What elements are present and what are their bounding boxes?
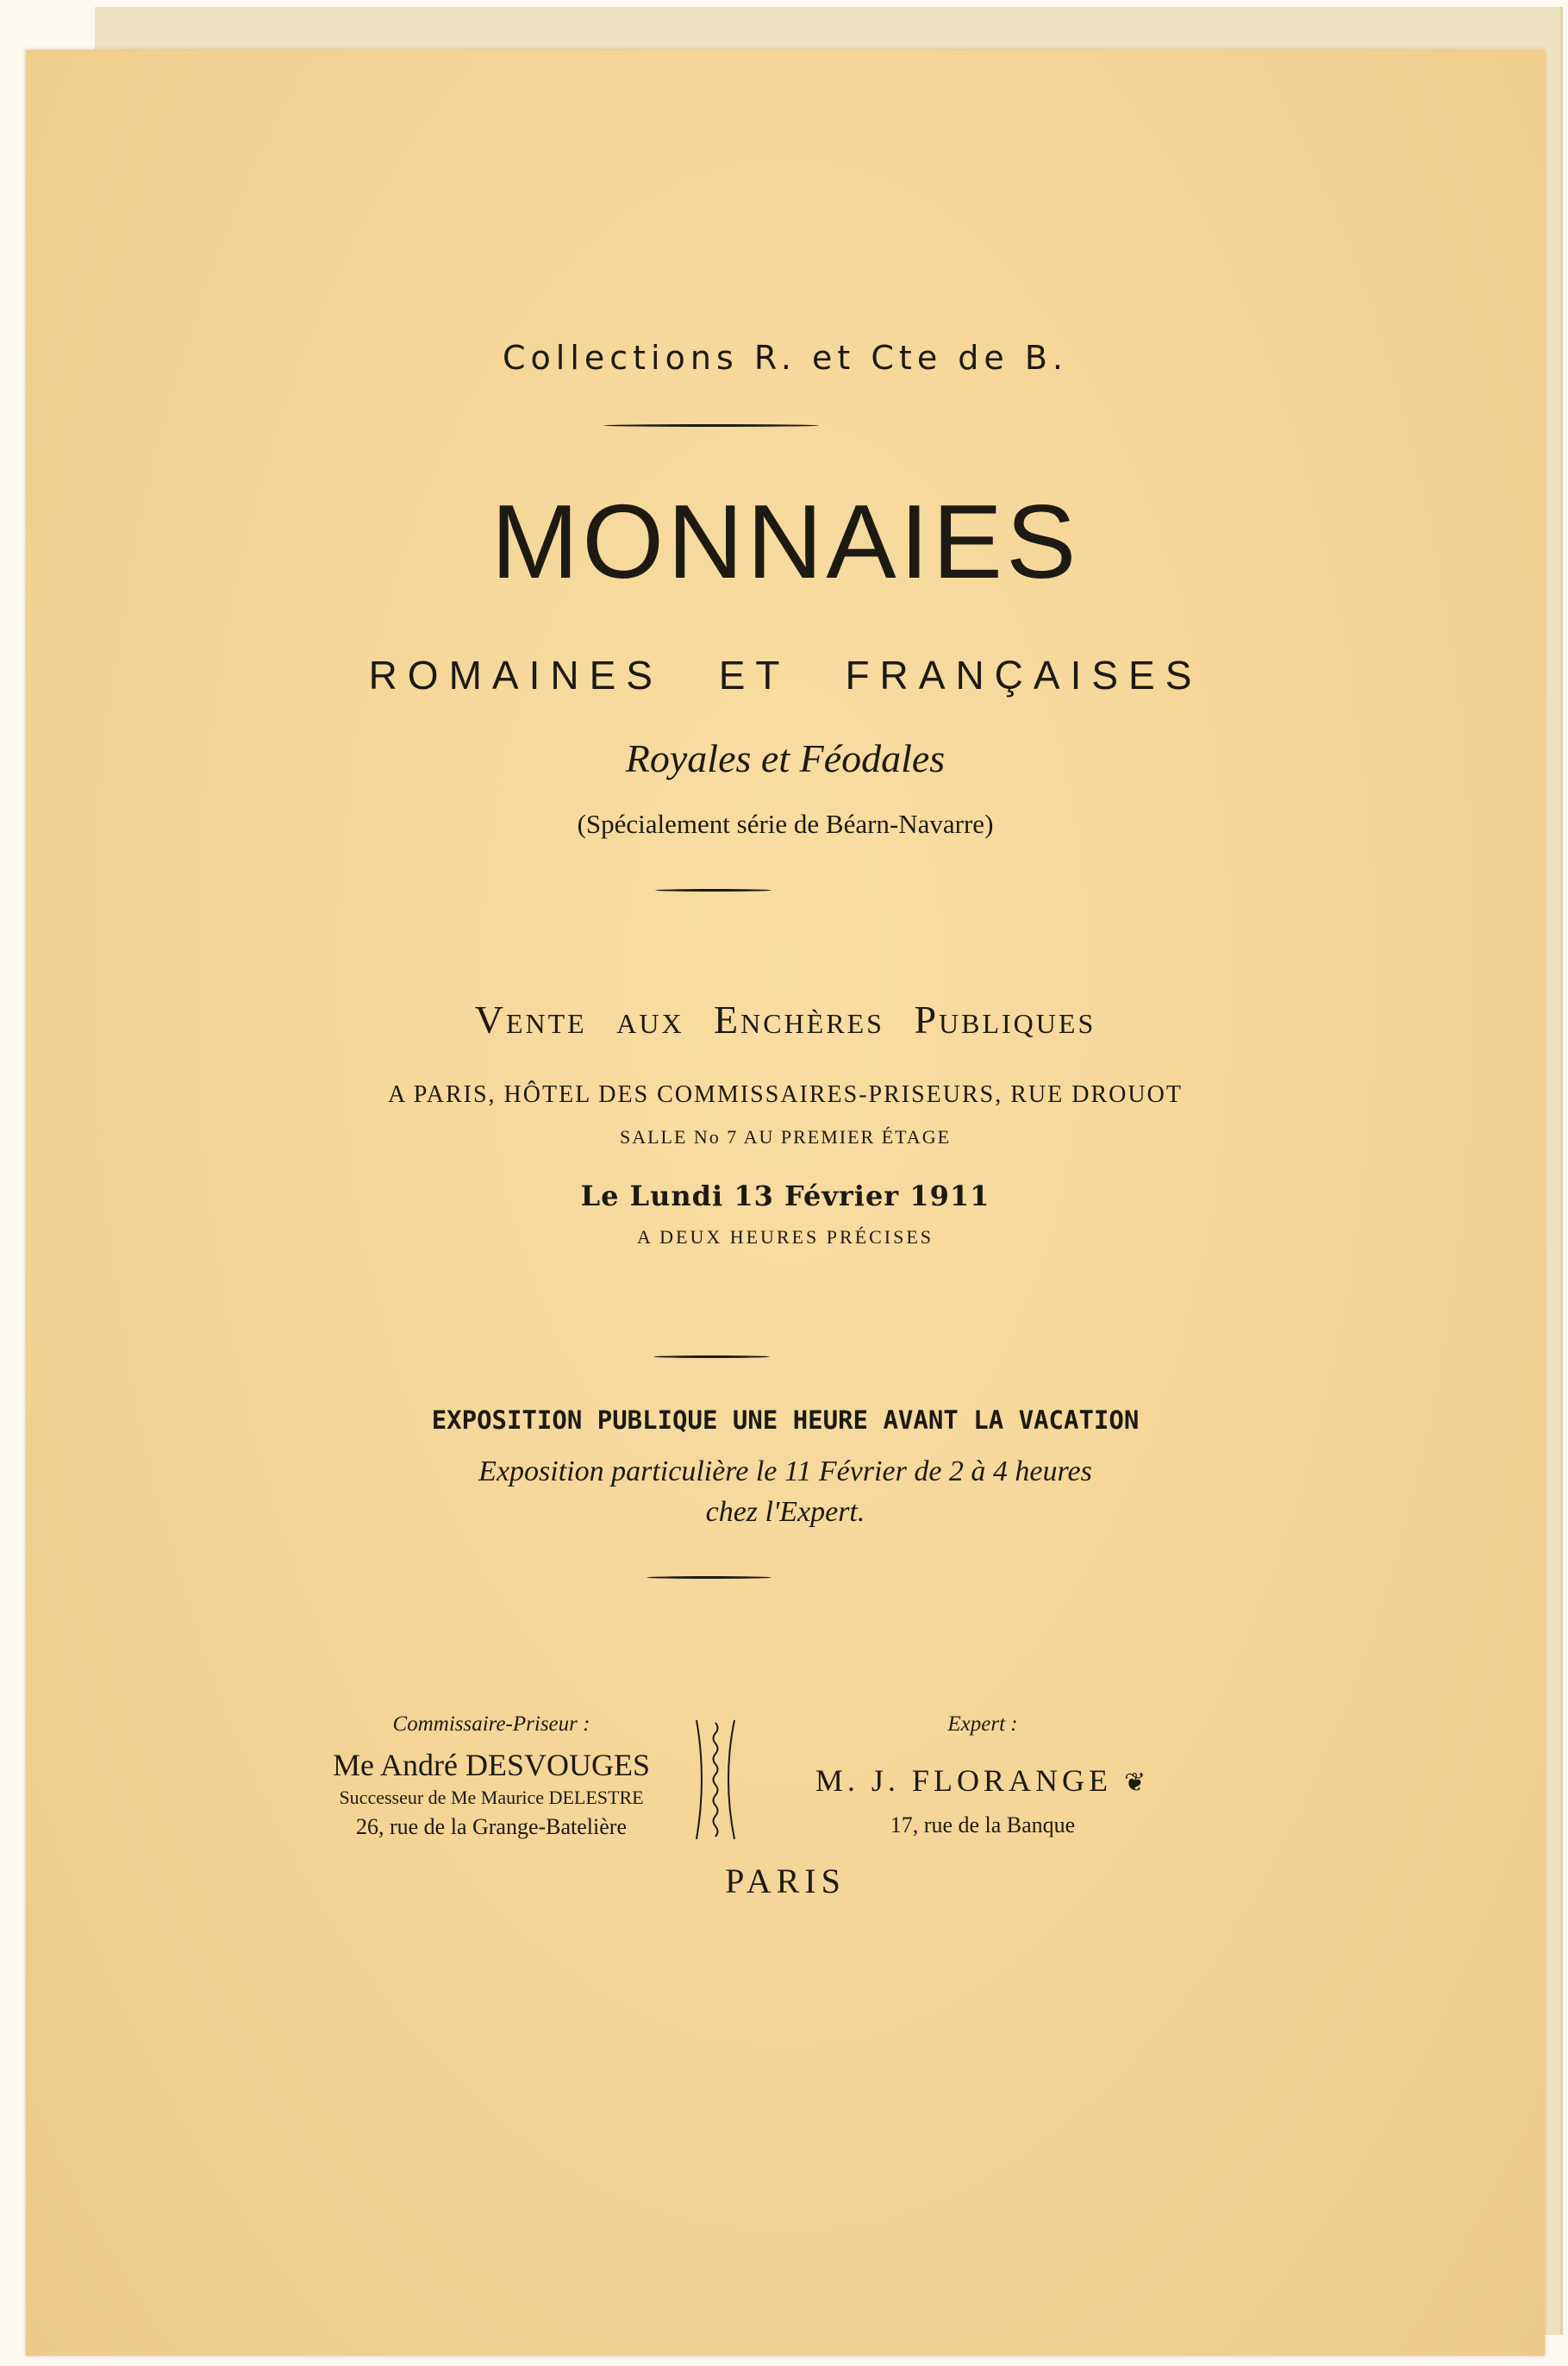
divider-rule xyxy=(655,889,772,892)
auctioneer-successor: Successeur de Me Maurice DELESTRE xyxy=(339,1787,644,1808)
expert-block xyxy=(767,1712,1198,1838)
main-title: MONNAIES xyxy=(490,483,1080,600)
sale-room: SALLE No 7 AU PREMIER ÉTAGE xyxy=(619,1126,952,1148)
auctioneer-label: Commissaire-Priseur : xyxy=(392,1712,590,1736)
private-exhibition-place: chez l'Expert. xyxy=(705,1496,865,1528)
sale-heading: Vente aux Enchères Publiques xyxy=(474,998,1096,1042)
subtitle: ROMAINES ET FRANÇAISES xyxy=(368,653,1203,698)
footer-city: PARIS xyxy=(725,1862,846,1900)
expert-address: 17, rue de la Banque xyxy=(890,1812,1076,1837)
sale-time: A DEUX HEURES PRÉCISES xyxy=(636,1226,934,1248)
series-note: (Spécialement série de Béarn-Navarre) xyxy=(577,809,994,839)
ornament-rule xyxy=(603,424,819,427)
wavy-divider-ornament xyxy=(690,1718,741,1843)
subtitle-royales: Royales et Féodales xyxy=(625,736,946,780)
expert-name: M. J. FLORANGE xyxy=(815,1763,1112,1798)
sale-location: A PARIS, HÔTEL DES COMMISSAIRES-PRISEURS, RUE DROUOT xyxy=(388,1081,1183,1108)
expert-name-row xyxy=(767,1762,1198,1799)
expert-label: Expert : xyxy=(947,1712,1018,1736)
sale-date: Le Lundi 13 Février 1911 xyxy=(580,1180,990,1212)
divider-rule xyxy=(653,1355,770,1358)
auctioneer-name: Me André DESVOUGES xyxy=(333,1748,650,1782)
private-exhibition: Exposition particulière le 11 Février de 2 à 4 heures xyxy=(478,1455,1092,1487)
catalogue-cover xyxy=(26,50,1545,2356)
laurel-wreath-icon: ❦ xyxy=(1123,1768,1151,1797)
auctioneer-block xyxy=(259,1712,724,1840)
auctioneer-address: 26, rue de la Grange-Batelière xyxy=(355,1814,627,1839)
collections-header: Collections R. et Cte de B. xyxy=(502,339,1069,377)
public-exhibition: EXPOSITION PUBLIQUE UNE HEURE AVANT LA VACATION xyxy=(431,1405,1140,1435)
divider-rule xyxy=(647,1576,772,1579)
